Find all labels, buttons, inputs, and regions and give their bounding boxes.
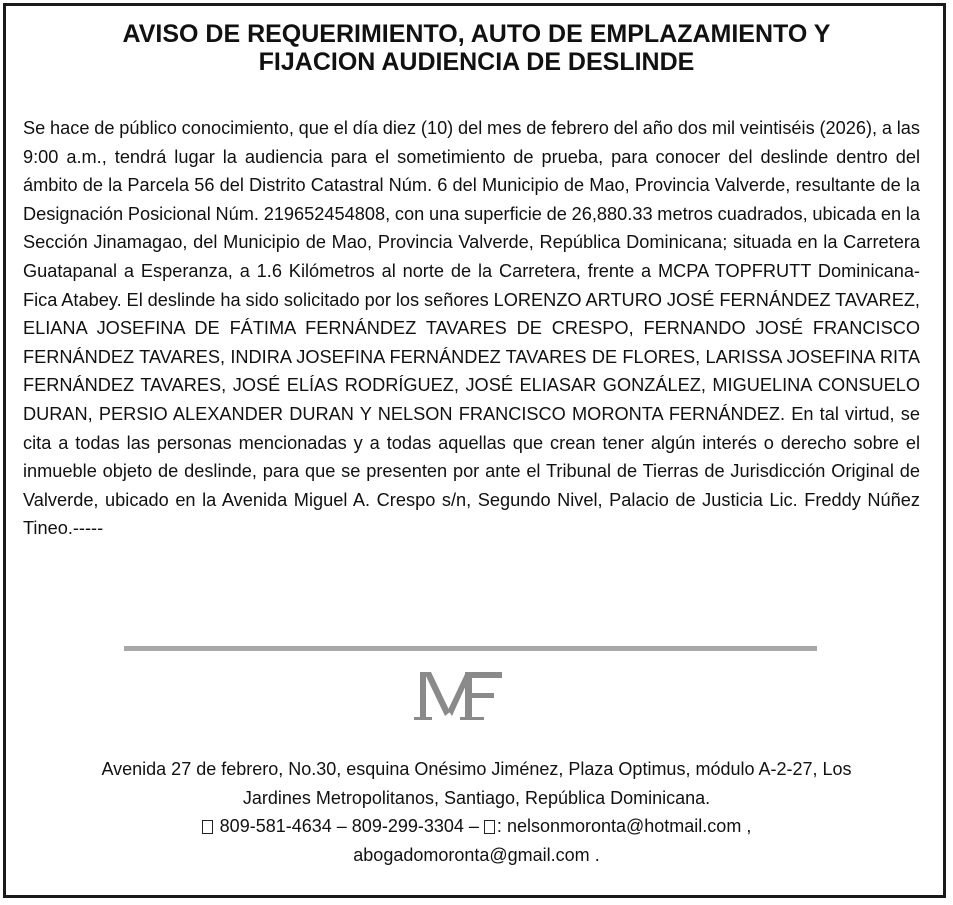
- email-label: :: [496, 816, 507, 836]
- title-line-2: FIJACION AUDIENCIA DE DESLINDE: [258, 48, 695, 76]
- mf-logo: [410, 666, 510, 724]
- phone-number-2[interactable]: 809-299-3304: [351, 816, 464, 836]
- title-line-1: AVISO DE REQUERIMIENTO, AUTO DE EMPLAZAMIENTO Y: [122, 20, 831, 48]
- notice-body: Se hace de público conocimiento, que el día diez (10) del mes de febrero del año dos mil veintiséis (2026), a las 9:00 a.m., tendrá lugar la audiencia para el sometimiento de prueba, para conocer del deslinde dentro del ámbito de la Parcela 56 del Distrito Catastral Núm. 6 del Municipio de Mao, Provincia Valverde, resultante de la Designación Posicional Núm. 219652454808, con una superficie de 26,880.33 metros cuadrados, ubicada en la Sección Jinamagao, del Municipio de Mao, Provincia Valverde, República Dominicana; situada en la Carretera Guatapanal a Esperanza, a 1.6 Kilómetros al norte de la Carretera, frente a MCPA TOPFRUTT Dominicana-Fica Atabey. El deslinde ha sido solicitado por los señores LORENZO ARTURO JOSÉ FERNÁNDEZ TAVAREZ, ELIANA JOSEFINA DE FÁTIMA FERNÁNDEZ TAVARES DE CRESPO, FERNANDO JOSÉ FRANCISCO FERNÁNDEZ TAVARES, INDIRA JOSEFINA FERNÁNDEZ TAVARES DE FLORES, LARISSA JOSEFINA RITA FERNÁNDEZ TAVARES, JOSÉ ELÍAS RODRÍGUEZ, JOSÉ ELIASAR GONZÁLEZ, MIGUELINA CONSUELO DURAN, PERSIO ALEXANDER DURAN Y NELSON FRANCISCO MORONTA FERNÁNDEZ. En tal virtud, se cita a todas las personas mencionadas y a todas aquellas que crean tener algún interés o derecho sobre el inmueble objeto de deslinde, para que se presenten por ante el Tribunal de Tierras de Jurisdicción Original de Valverde, ubicado en la Avenida Miguel A. Crespo s/n, Segundo Nivel, Palacio de Justicia Lic. Freddy Núñez Tineo.-----: [23, 118, 920, 539]
- contact-line: [20, 812, 933, 841]
- separator-2: –: [463, 816, 484, 836]
- phone-number-1[interactable]: 809-581-4634: [219, 816, 332, 836]
- email-address-1[interactable]: nelsonmoronta@hotmail.com: [506, 816, 742, 836]
- notice-title: [20, 20, 933, 76]
- email-icon: [484, 820, 495, 834]
- address-line-1: Avenida 27 de febrero, No.30, esquina Onésimo Jiménez, Plaza Optimus, módulo A-2-27, Los: [101, 759, 852, 779]
- contact-footer: [20, 755, 933, 869]
- email-separator: ,: [741, 816, 752, 836]
- divider-rule: [124, 646, 817, 651]
- address-line-2: Jardines Metropolitanos, Santiago, República Dominicana.: [242, 787, 711, 808]
- separator-1: –: [331, 816, 352, 836]
- phone-icon: [202, 820, 213, 834]
- email-address-2[interactable]: abogadomoronta@gmail.com: [353, 844, 590, 865]
- email-line-2: [20, 841, 933, 870]
- closing-period: .: [589, 844, 600, 865]
